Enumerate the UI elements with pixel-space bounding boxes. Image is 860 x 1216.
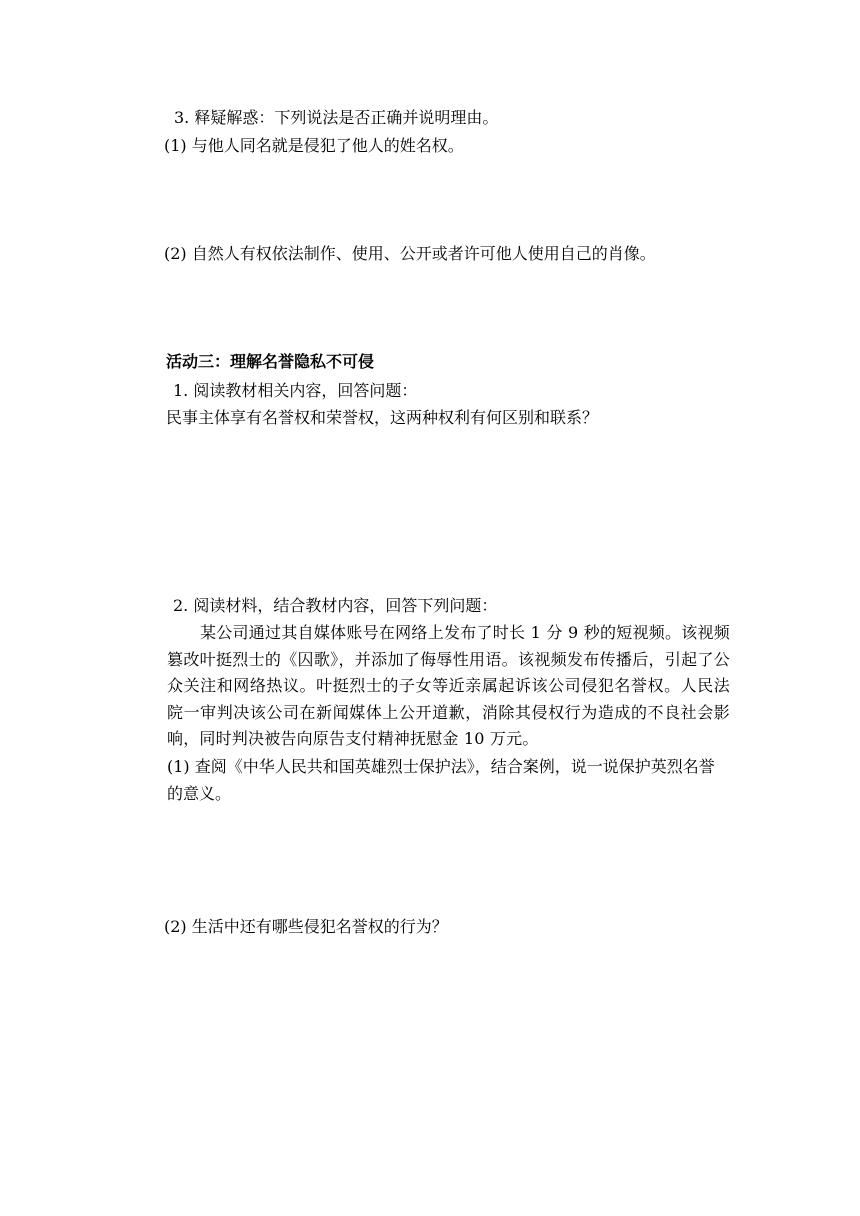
activity3-heading: 活动三：理解名誉隐私不可侵	[166, 352, 375, 371]
activity3-q2-item-1	[167, 754, 730, 807]
q3-item-1: (1) 与他人同名就是侵犯了他人的姓名权。	[164, 136, 464, 155]
activity3-q1-text: 民事主体享有名誉权和荣誉权，这两种权利有何区别和联系？	[166, 408, 599, 427]
activity3-q1-title: 1. 阅读教材相关内容，回答问题：	[173, 381, 418, 400]
activity3-q2-title: 2. 阅读材料，结合教材内容，回答下列问题：	[173, 596, 498, 615]
activity3-q2-item-1-text: (1) 查阅《中华人民共和国英雄烈士保护法》，结合案例，说一说保护英烈名誉的意义。	[167, 757, 715, 803]
activity3-q2-item-2: (2) 生活中还有哪些侵犯名誉权的行为？	[164, 917, 448, 936]
q3-title: 3. 释疑解惑：下列说法是否正确并说明理由。	[174, 108, 499, 127]
activity3-q2-material: 某公司通过其自媒体账号在网络上发布了时长 1 分 9 秒的短视频。该视频篡改叶挺烈士的《囚歌》，并添加了侮辱性用语。该视频发布传播后，引起了公众关注和网络热议。叶挺烈士的子女等近亲属起诉该公司侵犯名誉权。人民法院一审判决该公司在新闻媒体上公开道歉，消除其侵权行为造成的不良社会影响，同时判决被告向原告支付精神抚慰金 10 万元。	[167, 623, 730, 748]
q3-item-2: (2) 自然人有权依法制作、使用、公开或者许可他人使用自己的肖像。	[164, 244, 656, 263]
